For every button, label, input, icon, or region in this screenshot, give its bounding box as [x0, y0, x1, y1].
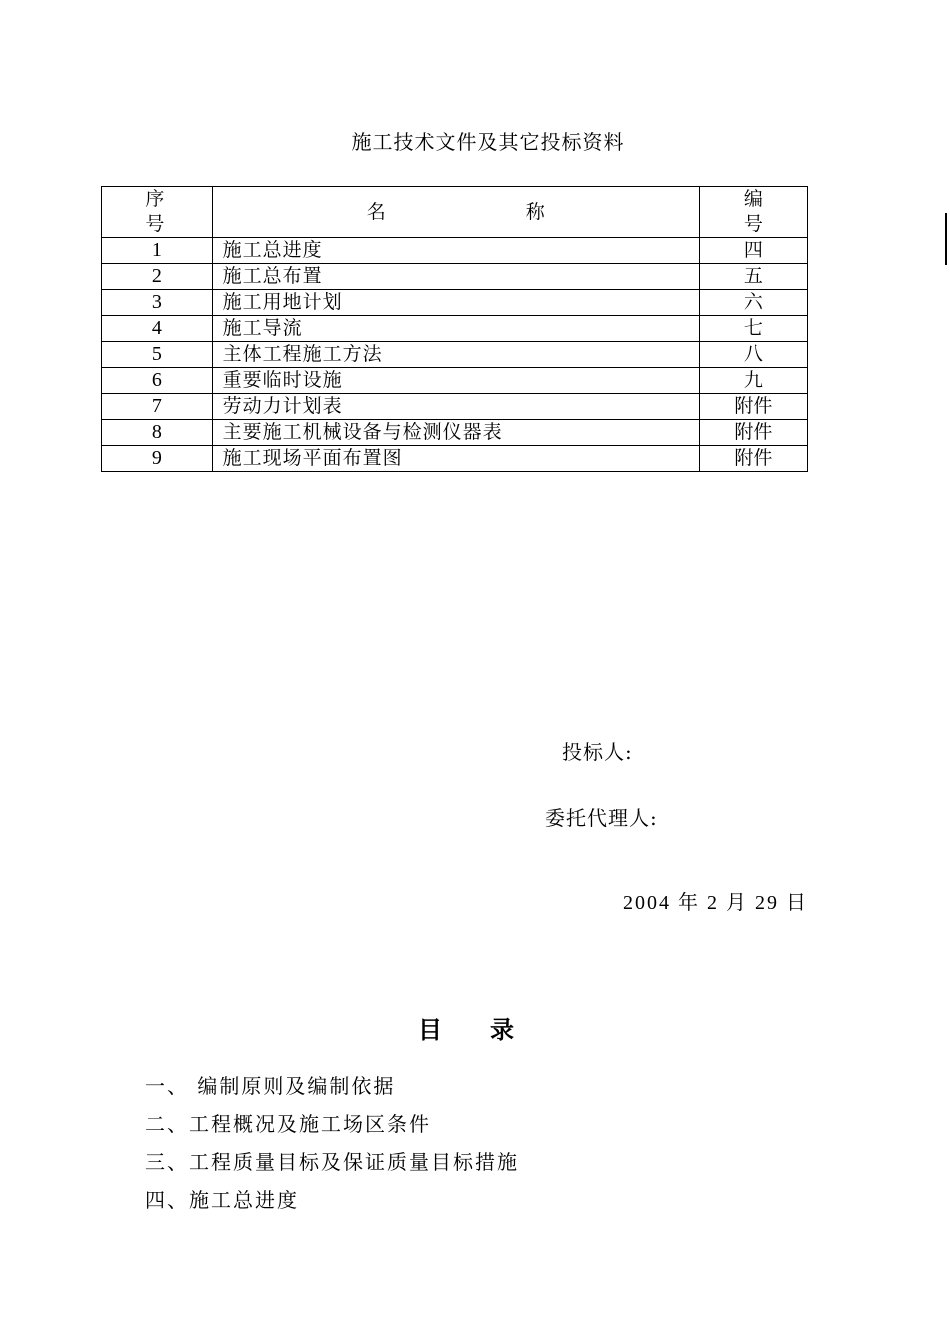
bidder-label: 投标人: — [562, 740, 633, 764]
document-title: 施工技术文件及其它投标资料 — [351, 130, 625, 154]
index-table — [101, 186, 808, 472]
agent-label: 委托代理人: — [545, 806, 658, 830]
row-number: 6 — [102, 368, 213, 394]
signature-date: 2004 年 2 月 29 日 — [623, 892, 808, 914]
row-code: 八 — [699, 342, 807, 368]
table-row — [102, 264, 808, 290]
header-code: 编号 — [699, 187, 807, 238]
row-number: 7 — [102, 394, 213, 420]
header-no: 序号 — [102, 187, 213, 238]
toc-item: 一、 编制原则及编制依据 — [145, 1074, 396, 1098]
table-row — [102, 316, 808, 342]
row-name: 重要临时设施 — [212, 368, 699, 394]
row-number: 5 — [102, 342, 213, 368]
header-name: 名称 — [212, 187, 699, 238]
row-code: 五 — [699, 264, 807, 290]
row-code: 六 — [699, 290, 807, 316]
table-row — [102, 238, 808, 264]
row-name: 施工总布置 — [212, 264, 699, 290]
row-name: 施工现场平面布置图 — [212, 446, 699, 472]
table-body — [102, 238, 808, 472]
row-number: 9 — [102, 446, 213, 472]
toc-list — [145, 1071, 519, 1223]
row-number: 1 — [102, 238, 213, 264]
table-row — [102, 368, 808, 394]
row-name: 施工导流 — [212, 316, 699, 342]
toc-title: 目录 — [418, 1015, 562, 1044]
table-row — [102, 394, 808, 420]
toc-item: 四、施工总进度 — [145, 1188, 299, 1212]
row-code: 四 — [699, 238, 807, 264]
row-number: 8 — [102, 420, 213, 446]
row-number: 2 — [102, 264, 213, 290]
row-code: 附件 — [699, 394, 807, 420]
toc-item: 三、工程质量目标及保证质量目标措施 — [145, 1150, 519, 1174]
row-number: 4 — [102, 316, 213, 342]
row-name: 主体工程施工方法 — [212, 342, 699, 368]
table-row — [102, 420, 808, 446]
table-header-row — [102, 187, 808, 238]
row-code: 附件 — [699, 420, 807, 446]
toc-item: 二、工程概况及施工场区条件 — [145, 1112, 431, 1136]
row-name: 主要施工机械设备与检测仪器表 — [212, 420, 699, 446]
page-edge-mark — [945, 213, 950, 265]
table-row — [102, 290, 808, 316]
table-row — [102, 342, 808, 368]
row-name: 施工总进度 — [212, 238, 699, 264]
row-name: 施工用地计划 — [212, 290, 699, 316]
table-row — [102, 446, 808, 472]
row-name: 劳动力计划表 — [212, 394, 699, 420]
row-code: 七 — [699, 316, 807, 342]
row-code: 九 — [699, 368, 807, 394]
row-code: 附件 — [699, 446, 807, 472]
row-number: 3 — [102, 290, 213, 316]
